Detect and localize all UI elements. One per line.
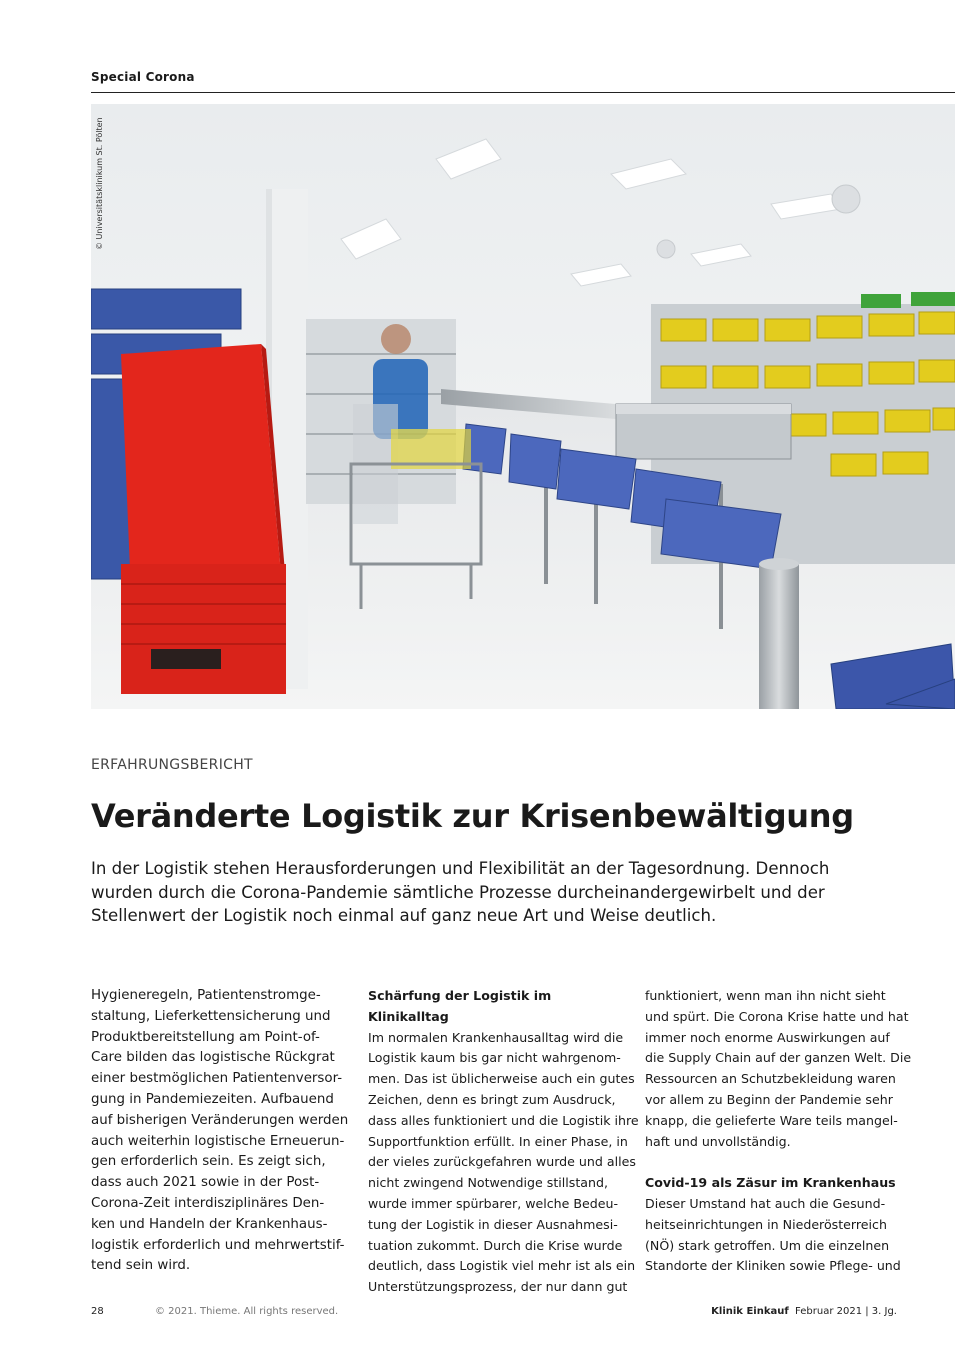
text-line: haft und unvollständig. xyxy=(645,1133,791,1149)
body-column-2 xyxy=(368,986,639,1298)
column-3-text-bottom xyxy=(645,1194,901,1277)
article-headline: Veränderte Logistik zur Krisenbewältigung xyxy=(91,797,854,835)
text-line: einer bestmöglichen Patientenversor- xyxy=(91,1071,343,1087)
text-line: vor allem zu Beginn der Pandemie sehr xyxy=(645,1091,893,1107)
column-2-text xyxy=(368,1028,639,1298)
body-column-1 xyxy=(91,986,349,1277)
text-line: gen erforderlich sein. Es zeigt sich, xyxy=(91,1154,326,1170)
text-line: funktioniert, wenn man ihn nicht sieht xyxy=(645,988,886,1003)
issue-info: Februar 2021 | 3. Jg. xyxy=(795,1306,897,1317)
article-lead: In der Logistik stehen Herausforderungen und Flexibilität an der Tagesordnung. Dennoch wurden durch die Corona-Pandemie sämtliche Prozesse durcheinandergewirbelt und der Stellenwert der Logistik noch einmal auf ganz neue Art und Weise deutlich. xyxy=(91,859,830,925)
text-line: tung der Logistik in dieser Ausnahmesi- xyxy=(368,1216,618,1232)
text-line: Logistik kaum bis gar nicht wahrgenom- xyxy=(368,1050,621,1066)
text-line: ken und Handeln der Krankenhaus- xyxy=(91,1216,328,1232)
text-line: dass auch 2021 sowie in der Post- xyxy=(91,1175,320,1191)
text-line: Standorte der Kliniken sowie Pflege- und xyxy=(645,1258,901,1274)
text-line: immer noch enorme Auswirkungen auf xyxy=(645,1029,890,1045)
text-line: Care bilden das logistische Rückgrat xyxy=(91,1050,335,1066)
text-line: tuation zukommt. Durch die Krise wurde xyxy=(368,1237,623,1253)
text-line: der vieles zurückgefahren wurde und alles xyxy=(368,1154,636,1170)
column-3-text-top xyxy=(645,986,912,1152)
text-line: deutlich, dass Logistik viel mehr ist als ein xyxy=(368,1258,636,1274)
text-line: wurde immer spürbarer, welche Bedeu- xyxy=(368,1195,619,1211)
text-line: nicht zwingend Notwendige stillstand, xyxy=(368,1175,608,1191)
text-line: dass alles funktioniert und die Logistik ihre xyxy=(368,1112,639,1128)
text-line: und spürt. Die Corona Krise hatte und hat xyxy=(645,1008,909,1024)
text-line: Zeichen, denn es bringt zum Ausdruck, xyxy=(368,1091,616,1107)
text-line: men. Das ist üblicherweise auch ein gutes xyxy=(368,1071,635,1087)
section-label: Special Corona xyxy=(91,70,195,84)
text-line: die Supply Chain auf der ganzen Welt. Die xyxy=(645,1050,912,1066)
text-line: gung in Pandemiezeiten. Aufbauend xyxy=(91,1091,334,1107)
subheading-schaerfung: Schärfung der Logistik im Klinikalltag xyxy=(368,988,552,1024)
text-line: Im normalen Krankenhausalltag wird die xyxy=(368,1029,624,1045)
article-kicker: ERFAHRUNGSBERICHT xyxy=(91,757,253,773)
text-line: heitseinrichtungen in Niederösterreich xyxy=(645,1216,887,1232)
text-line: Ressourcen an Schutzbekleidung waren xyxy=(645,1071,896,1087)
text-line: logistik erforderlich und mehrwertstif- xyxy=(91,1237,345,1253)
photo-credit: © Universitätsklinikum St. Pölten xyxy=(95,117,104,250)
column-1-text xyxy=(91,986,349,1277)
magazine-info xyxy=(711,1306,897,1317)
text-line: tend sein wird. xyxy=(91,1258,191,1274)
subheading-covid: Covid-19 als Zäsur im Krankenhaus xyxy=(645,1175,896,1191)
copyright: © 2021. Thieme. All rights reserved. xyxy=(155,1306,339,1317)
text-line: Unterstützungsprozess, der nur dann gut xyxy=(368,1279,628,1295)
text-line: auf bisherigen Veränderungen werden xyxy=(91,1112,349,1128)
header-rule xyxy=(91,92,955,93)
text-line: knapp, die gelieferte Ware teils mangel- xyxy=(645,1112,898,1128)
text-line: Supportfunktion erfüllt. In einer Phase, in xyxy=(368,1133,628,1149)
text-line: auch weiterhin logistische Erneuerun- xyxy=(91,1133,345,1149)
text-line: Dieser Umstand hat auch die Gesund- xyxy=(645,1195,886,1211)
text-line: Hygieneregeln, Patientenstromge- xyxy=(91,988,321,1003)
text-line: Produktbereitstellung am Point-of- xyxy=(91,1029,320,1045)
magazine-name: Klinik Einkauf xyxy=(711,1306,789,1317)
text-line: (NÖ) stark getroffen. Um die einzelnen xyxy=(645,1237,890,1253)
article-photo xyxy=(91,104,955,709)
text-line: Corona-Zeit interdisziplinäres Den- xyxy=(91,1195,325,1211)
text-line: staltung, Lieferkettensicherung und xyxy=(91,1008,331,1024)
page-number: 28 xyxy=(91,1306,104,1317)
body-column-3 xyxy=(645,986,912,1277)
